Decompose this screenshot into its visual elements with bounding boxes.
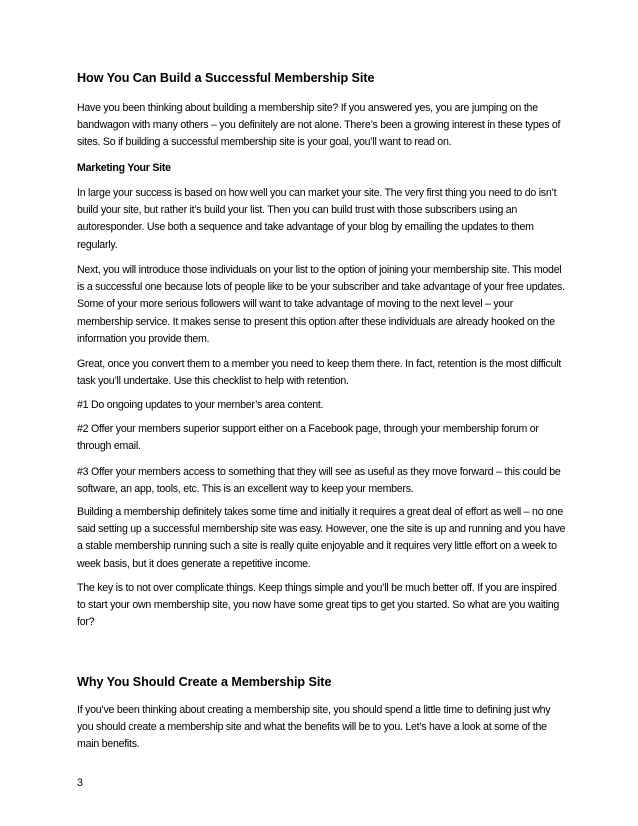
- body-paragraph: Next, you will introduce those individuals on your list to the option of joining your membership site. This model is a successful one because lots of people like to be your subscriber and take advantage of your free updates. Some of your more serious followers will want to take advantage of moving to the next level – your membership service. It makes sense to present this option after these individuals are already hooked on the information you provide them.: [77, 264, 565, 345]
- body-paragraph: Building a membership definitely takes some time and initially it requires a great deal of effort as well – no one said setting up a successful membership site was easy. However, one the site is up and running and you have a stable membership running such a site is really quite enjoyable and it requires very little effort on a week to week basis, but it does generate a repetitive income.: [77, 506, 566, 570]
- body-paragraph: If you’ve been thinking about creating a membership site, you should spend a little time to defining just why you should create a membership site and what the benefits will be to you. Let’s have a look at some of the main benefits.: [77, 704, 551, 751]
- subheading-marketing: Marketing Your Site: [77, 162, 171, 174]
- checklist-item: #3 Offer your members access to something that they will see as useful as they move forward – this could be software, an app, tools, etc. This is an excellent way to keep your members.: [77, 466, 561, 496]
- body-paragraph: Great, once you convert them to a member you need to keep them there. In fact, retention is the most difficult task you’ll undertake. Use this checklist to help with retention.: [77, 358, 562, 388]
- checklist-item: #2 Offer your members superior support either on a Facebook page, through your membership forum or through email.: [77, 423, 539, 453]
- body-paragraph: In large your success is based on how well you can market your site. The very first thing you need to do isn’t build your site, but rather it’s build your list. Then you can build trust with those subscribers using an autoresponder. Use both a sequence and take advantage of your blog by emailing the updates to them regularly.: [77, 187, 557, 251]
- section-heading-why-create-membership-site: Why You Should Create a Membership Site: [77, 675, 332, 689]
- page-number: 3: [77, 777, 83, 789]
- checklist-item: #1 Do ongoing updates to your member’s area content.: [77, 399, 324, 411]
- body-paragraph: The key is to not over complicate things. Keep things simple and you’ll be much better off. If you are inspired to start your own membership site, you now have some great tips to get you started. So what are you waiting for?: [77, 582, 560, 629]
- section-heading-build-membership-site: How You Can Build a Successful Membership Site: [77, 71, 375, 85]
- intro-paragraph: Have you been thinking about building a membership site? If you answered yes, you are jumping on the bandwagon with many others – you definitely are not alone. There’s been a growing interest in these types of sites. So if building a successful membership site is your goal, you’ll want to read on.: [77, 102, 561, 149]
